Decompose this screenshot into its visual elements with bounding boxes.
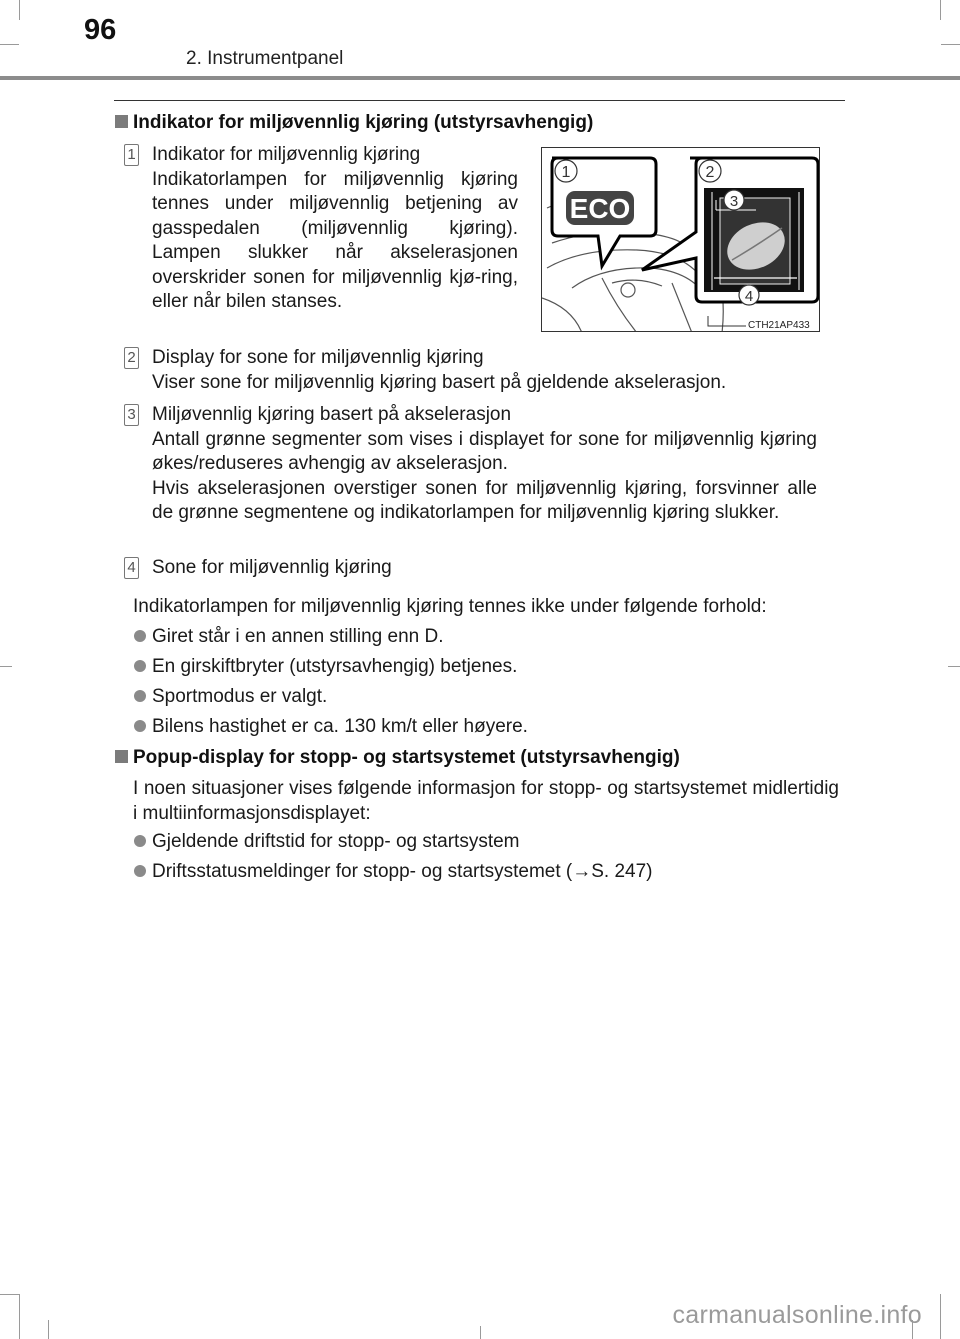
callout-3: 3 [729, 193, 739, 210]
section-heading-popup-display [115, 747, 680, 769]
section2-intro: I noen situasjoner vises følgende informasjon for stopp- og startsystemet midlertidig i multiinformasjonsdisplayet: [133, 778, 839, 824]
item-3-body-2: Hvis akselerasjonen overstiger sonen for miljøvennlig kjøring, forsvinner alle de grønne segmentene og indikatorlampen for miljøvennlig kjøring slukker. [152, 477, 817, 523]
item-1-body: Indikatorlampen for miljøvennlig kjøring tennes under miljøvennlig betjening av gasspedalen (miljøvennlig kjøring). Lampen slukker når akselerasjonen overskrider sonen for miljøvennlig kjø-ring, eller når bilen stanses. [152, 168, 518, 312]
eco-indicator-figure [541, 147, 820, 332]
callout-1: 1 [561, 164, 571, 181]
bullet-dot-icon [134, 835, 146, 847]
item-2-body: Viser sone for miljøvennlig kjøring basert på gjeldende akselerasjon. [152, 371, 727, 393]
conditions-intro: Indikatorlampen for miljøvennlig kjøring tennes ikke under følgende forhold: [133, 596, 767, 617]
heading-square-icon [115, 750, 128, 763]
item-number-2: 2 [124, 347, 139, 369]
item-number-3: 3 [124, 404, 139, 426]
page-header [0, 0, 960, 80]
item-3 [152, 403, 817, 526]
watermark[interactable]: carmanualsonline.info [672, 1301, 922, 1329]
condition-bullet-2 [134, 656, 517, 678]
bullet-dot-icon [134, 660, 146, 672]
condition-bullet-3 [134, 686, 327, 708]
page-number: 96 [84, 14, 117, 46]
item-4-title: Sone for miljøvennlig kjøring [152, 557, 392, 578]
callout-4: 4 [744, 288, 754, 305]
condition-text: Bilens hastighet er ca. 130 km/t eller høyere. [152, 716, 528, 737]
condition-bullet-4 [134, 716, 528, 738]
popup-text: Driftsstatusmeldinger for stopp- og startsystemet (→S. 247) [152, 861, 653, 882]
figure-code: CTH21AP433 [748, 320, 810, 331]
header-rule [0, 76, 960, 80]
heading-text: Popup-display for stopp- og startsystemet (utstyrsavhengig) [133, 747, 680, 768]
dashboard-illustration [542, 148, 820, 332]
item-number-1: 1 [124, 144, 139, 166]
chapter-title: 2. Instrumentpanel [186, 48, 344, 69]
item-3-title: Miljøvennlig kjøring basert på akselerasjon [152, 404, 512, 425]
item-4 [152, 556, 817, 581]
popup-bullet-1 [134, 831, 520, 853]
bullet-dot-icon [134, 690, 146, 702]
condition-text: En girskiftbryter (utstyrsavhengig) betjenes. [152, 656, 518, 677]
eco-label: ECO [569, 193, 631, 224]
callout-2: 2 [705, 164, 715, 181]
condition-bullet-1 [134, 626, 444, 648]
bullet-dot-icon [134, 630, 146, 642]
item-1-title: Indikator for miljøvennlig kjøring [152, 144, 421, 165]
item-1 [152, 143, 518, 315]
item-3-body: Antall grønne segmenter som vises i displayet for sone for miljøvennlig kjøring økes/reduseres avhengig av akselerasjon. [152, 428, 817, 474]
bullet-dot-icon [134, 865, 146, 877]
heading-square-icon [115, 115, 128, 128]
popup-bullet-2 [134, 861, 653, 883]
condition-text: Sportmodus er valgt. [152, 686, 328, 707]
item-2-title: Display for sone for miljøvennlig kjøring [152, 347, 484, 368]
condition-text: Giret står i en annen stilling enn D. [152, 626, 444, 647]
item-2 [152, 346, 817, 395]
section-heading-eco-indicator [115, 112, 593, 134]
heading-text: Indikator for miljøvennlig kjøring (utstyrsavhengig) [133, 112, 594, 133]
bullet-dot-icon [134, 720, 146, 732]
popup-text: Gjeldende driftstid for stopp- og startsystem [152, 831, 520, 852]
section-rule [114, 100, 845, 101]
item-number-4: 4 [124, 557, 139, 579]
